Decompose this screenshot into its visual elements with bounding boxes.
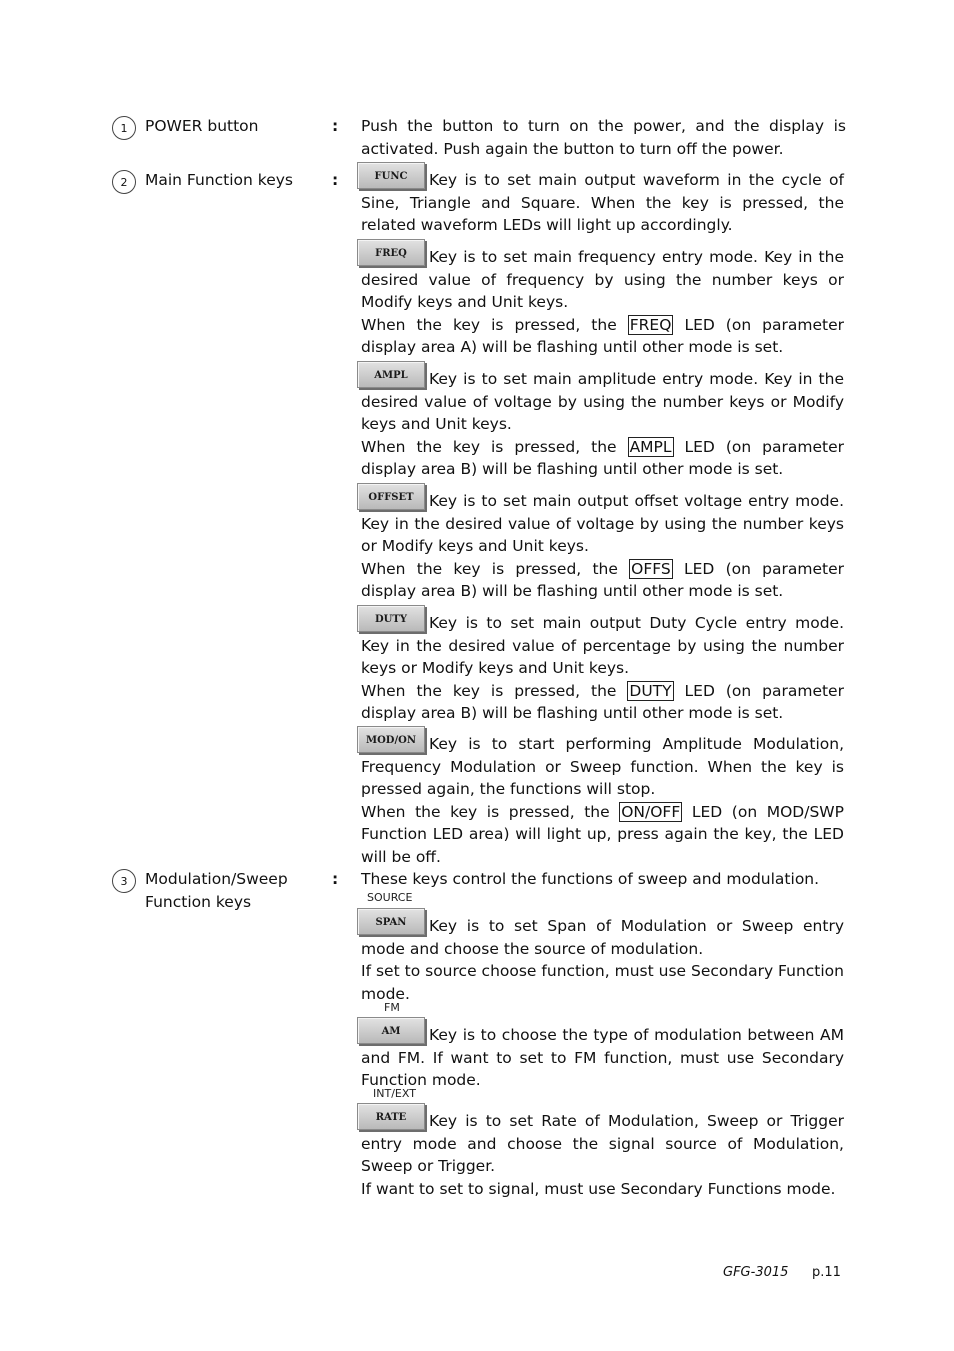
- span-key-description: Key is to set Span of Modulation or Sweep entry mode and choose the source of modulation.: [361, 917, 844, 958]
- ampl-key-entry: [361, 368, 844, 481]
- rate-key-note: If want to set to signal, must use Secondary Functions mode.: [361, 1179, 836, 1198]
- footer-page-number: p.11: [812, 1265, 841, 1280]
- led-sentence-end: LED (on parameter display area A) will be flashing until other mode is set.: [361, 315, 844, 356]
- rate-key-description: Key is to set Rate of Modulation, Sweep or Trigger entry mode and choose the signal source of Modulation, Sweep or Trigger.: [361, 1112, 844, 1175]
- colon: :: [332, 117, 339, 135]
- freq-key-entry: [361, 246, 844, 359]
- led-sentence-end: LED (on MOD/SWP Function LED area) will light up, press again the key, the LED will be off.: [361, 802, 844, 866]
- am-keycap: AM: [357, 1017, 425, 1044]
- freq-keycap: FREQ: [357, 239, 425, 266]
- colon: :: [332, 171, 339, 189]
- item-description: Push the button to turn on the power, and the display is activated. Push again the button to turn off the power.: [361, 117, 846, 158]
- colon: :: [332, 870, 339, 888]
- led-sentence-start: When the key is pressed, the: [361, 681, 617, 700]
- duty-key-entry: [361, 612, 844, 725]
- mod-on-keycap: MOD/ON: [357, 726, 425, 753]
- func-key-description: Key is to set main output waveform in the cycle of Sine, Triangle and Square. When the key is pressed, the related waveform LEDs will light up accordingly.: [361, 171, 844, 234]
- duty-led-label: DUTY: [629, 681, 672, 700]
- span-keycap: SPAN: [357, 908, 425, 935]
- ampl-keycap: AMPL: [357, 361, 425, 388]
- mod-on-key-description: Key is to start performing Amplitude Modulation, Frequency Modulation or Sweep function. When the key is pressed again, the functions will stop.: [361, 735, 844, 798]
- int-ext-secondary-label: INT/EXT: [373, 1087, 416, 1100]
- duty-key-description: Key is to set main output Duty Cycle entry mode. Key in the desired value of percentage by using the number keys or Modify keys and Unit keys.: [361, 614, 844, 677]
- mod-on-key-entry: [361, 733, 844, 868]
- source-secondary-label: SOURCE: [367, 891, 413, 904]
- led-sentence-start: When the key is pressed, the: [361, 559, 618, 578]
- rate-key-entry: [361, 1110, 844, 1200]
- offset-keycap: OFFSET: [357, 483, 425, 510]
- led-sentence-end: LED (on parameter display area B) will be flashing until other mode is set.: [361, 559, 844, 600]
- item-description: These keys control the functions of sweep and modulation.: [361, 870, 820, 888]
- span-key-note: If set to source choose function, must use Secondary Function mode.: [361, 962, 844, 1003]
- offs-led-label: OFFS: [631, 559, 671, 578]
- offset-key-description: Key is to set main output offset voltage entry mode. Key in the desired value of voltage by using the number keys or Modify keys and Unit keys.: [361, 492, 844, 555]
- led-sentence-start: When the key is pressed, the: [361, 802, 610, 821]
- func-key-entry: [361, 169, 844, 237]
- span-key-entry: [361, 915, 844, 1005]
- item-label: Modulation/Sweep Function keys: [145, 870, 288, 911]
- offset-key-entry: [361, 490, 844, 603]
- item-label: POWER button: [145, 117, 259, 135]
- footer-model: GFG-3015: [723, 1265, 789, 1280]
- freq-key-description: Key is to set main frequency entry mode. Key in the desired value of frequency by using the number keys or Modify keys and Unit keys.: [361, 248, 844, 311]
- duty-keycap: DUTY: [357, 605, 425, 632]
- ampl-led-label: AMPL: [629, 437, 672, 456]
- item-number: 1: [112, 116, 136, 140]
- ampl-key-description: Key is to set main amplitude entry mode. Key in the desired value of voltage by using the number keys or Modify keys and Unit keys.: [361, 370, 844, 433]
- freq-led-label: FREQ: [629, 315, 672, 334]
- func-keycap: FUNC: [357, 162, 425, 189]
- am-key-description: Key is to choose the type of modulation between AM and FM. If want to set to FM function, must use Secondary Function mode.: [361, 1026, 844, 1089]
- fm-secondary-label: FM: [384, 1001, 400, 1014]
- item-label: Main Function keys: [145, 171, 293, 189]
- rate-keycap: RATE: [357, 1103, 425, 1130]
- on-off-led-label: ON/OFF: [621, 802, 681, 821]
- led-sentence-start: When the key is pressed, the: [361, 437, 617, 456]
- item-number: 2: [112, 170, 136, 194]
- led-sentence-end: LED (on parameter display area B) will be flashing until other mode is set.: [361, 437, 844, 478]
- item-number: 3: [112, 869, 136, 893]
- led-sentence-end: LED (on parameter display area B) will be flashing until other mode is set.: [361, 681, 844, 722]
- am-key-entry: [361, 1024, 844, 1092]
- led-sentence-start: When the key is pressed, the: [361, 315, 617, 334]
